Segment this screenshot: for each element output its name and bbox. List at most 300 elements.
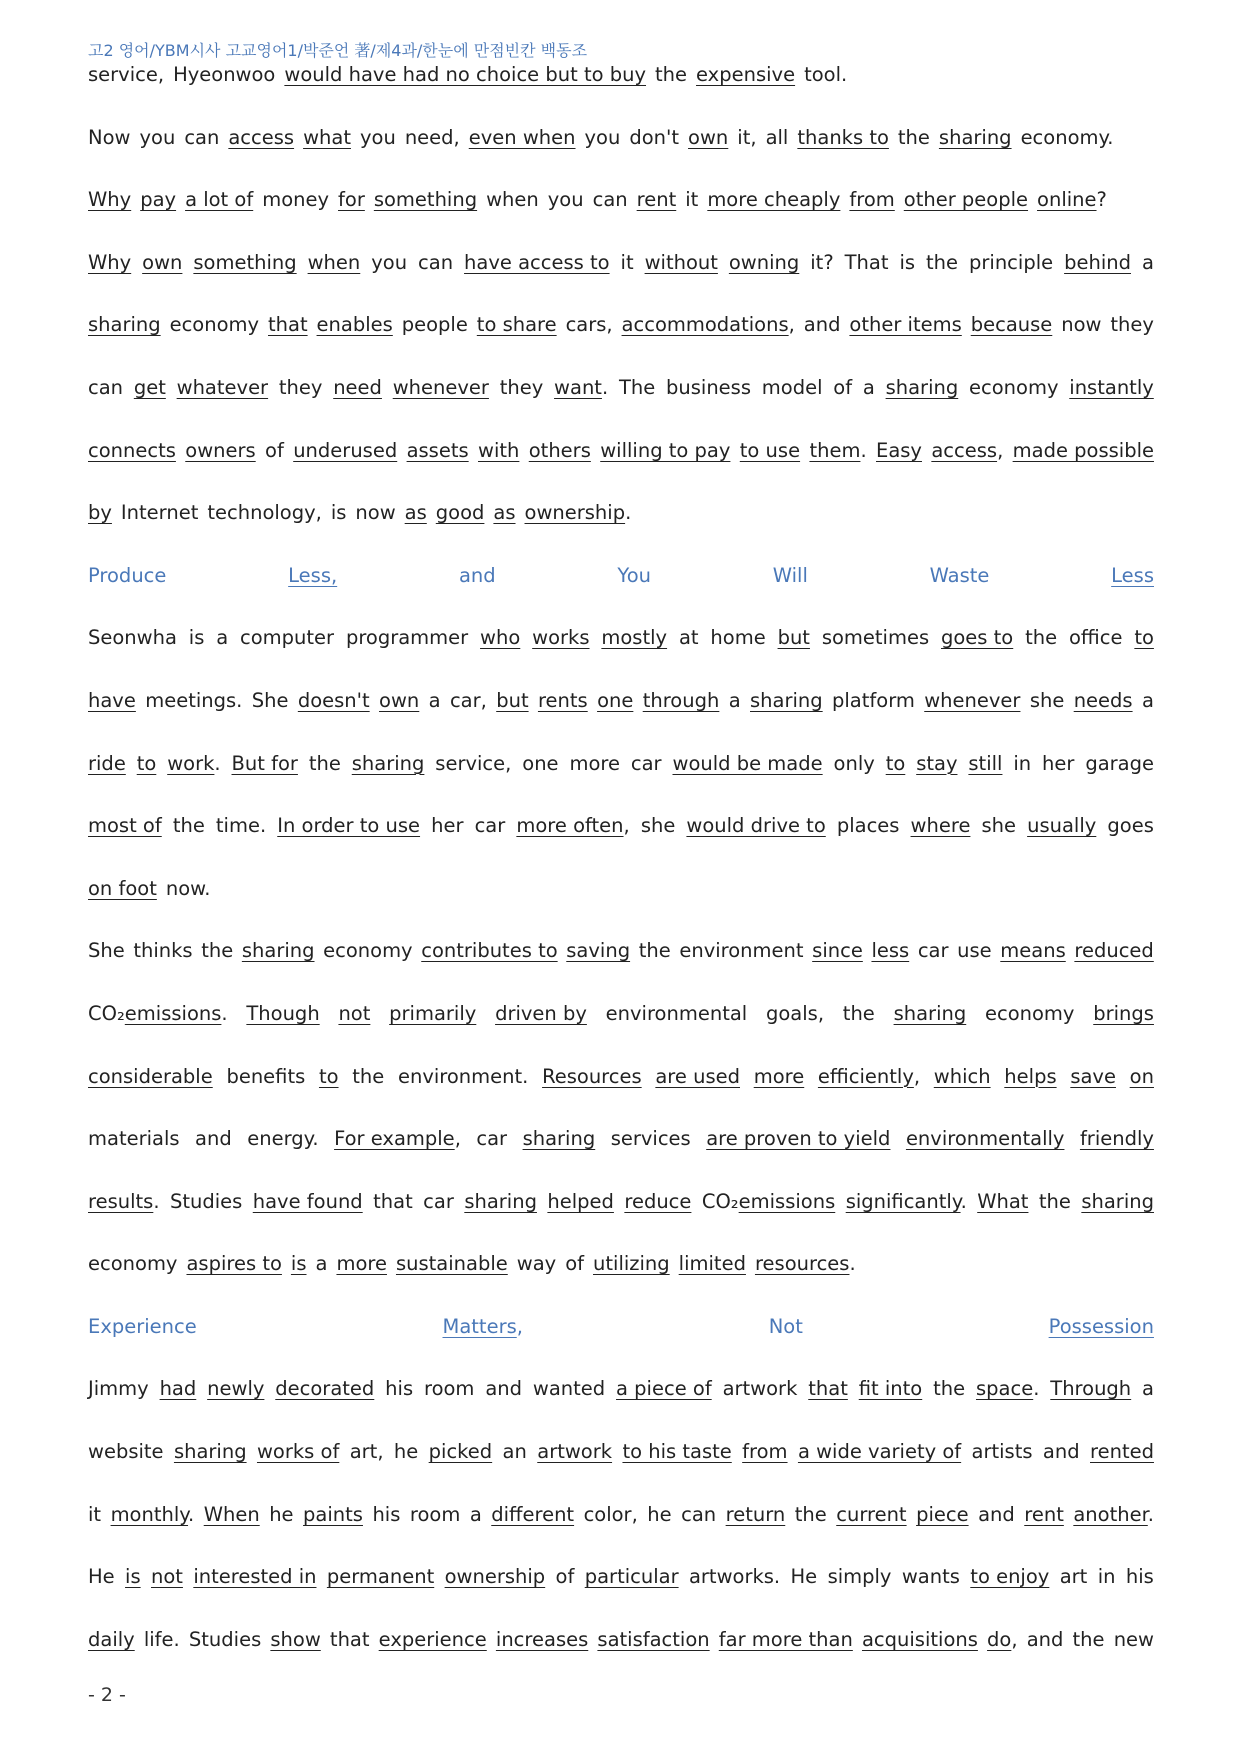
word-group: [88, 997, 228, 1031]
text-line: [88, 684, 1154, 747]
word: his: [1125, 1565, 1154, 1589]
word: sometimes: [821, 626, 930, 650]
underlined-phrase: more often: [516, 814, 624, 838]
word-group: [240, 621, 334, 655]
word-group: [1039, 1185, 1071, 1219]
word-group: [969, 246, 1053, 280]
word-group: [804, 308, 841, 342]
underlined-phrase: different: [491, 1502, 575, 1526]
word: car: [476, 1127, 508, 1151]
word-group: [360, 121, 396, 155]
word: benefits: [226, 1064, 306, 1088]
word: materials: [88, 1127, 180, 1151]
word-group: [766, 997, 824, 1031]
word-group: [593, 183, 628, 217]
word-group: [689, 1560, 780, 1594]
underlined-phrase: want: [554, 375, 602, 399]
word: .: [601, 375, 609, 399]
word: thinks: [133, 939, 193, 963]
word-group: [876, 434, 922, 468]
text-line: [88, 872, 1154, 935]
word-group: [88, 934, 125, 968]
word: goals,: [765, 1001, 825, 1025]
underlined-phrase: online: [1037, 188, 1097, 212]
word-group: [930, 559, 990, 593]
word: Now: [88, 125, 131, 149]
word: artists: [971, 1440, 1033, 1464]
section-heading: [88, 559, 1154, 622]
word-group: [252, 684, 289, 718]
text-line: [88, 934, 1154, 997]
underlined-phrase: willing to pay: [600, 438, 731, 462]
underlined-phrase: more cheaply: [707, 188, 841, 212]
word-group: [977, 1185, 1028, 1219]
word-group: [1142, 1372, 1154, 1406]
underlined-phrase: rent: [1024, 1502, 1064, 1526]
word-group: [459, 559, 496, 593]
word-group: [1134, 621, 1154, 655]
word: a: [216, 626, 229, 650]
word: .: [188, 1502, 195, 1526]
underlined-phrase: whatever: [176, 375, 269, 399]
word-group: [569, 747, 620, 781]
word-group: [1070, 1060, 1116, 1094]
word-group: [972, 1435, 1033, 1469]
word-group: [688, 121, 728, 155]
word-group: [88, 1247, 177, 1281]
word: it,: [737, 125, 757, 149]
word-group: [429, 1435, 493, 1469]
word-group: [398, 1060, 528, 1094]
word-group: [584, 1498, 638, 1532]
text-line: [88, 1560, 1154, 1623]
underlined-phrase: acquisitions: [861, 1627, 978, 1651]
word-group: [338, 183, 365, 217]
word-group: [1074, 934, 1153, 968]
word-group: [1126, 1560, 1154, 1594]
word: can: [88, 375, 124, 399]
word-group: [1073, 1623, 1105, 1657]
word-group: [88, 809, 162, 843]
word: and: [1042, 1440, 1080, 1464]
word: That: [844, 250, 889, 274]
word-group: [405, 496, 427, 530]
word: model: [761, 375, 823, 399]
word-group: [1030, 684, 1065, 718]
word: ,: [454, 1127, 461, 1151]
underlined-phrase: show: [270, 1627, 321, 1651]
text-line: [88, 1498, 1154, 1561]
word: at: [678, 626, 699, 650]
word-group: [1069, 621, 1123, 655]
underlined-phrase: by: [88, 501, 112, 525]
underlined-phrase: assets: [406, 438, 469, 462]
word-group: [496, 684, 528, 718]
word-group: [246, 997, 319, 1031]
word-group: [195, 1122, 232, 1156]
underlined-phrase: far more than: [718, 1627, 853, 1651]
underlined-phrase: to: [318, 1064, 339, 1088]
word: .: [214, 751, 221, 775]
word-group: [173, 809, 205, 843]
word-group: [529, 434, 591, 468]
word-group: [160, 1372, 197, 1406]
word: a: [469, 1502, 482, 1526]
underlined-phrase: a piece of: [616, 1377, 712, 1401]
underlined-phrase: underused: [293, 438, 398, 462]
word: one: [522, 751, 559, 775]
underlined-phrase: to: [136, 751, 157, 775]
underlined-phrase: who: [480, 626, 521, 650]
word-group: [421, 934, 557, 968]
word-group: [750, 684, 823, 718]
word-group: [450, 684, 487, 718]
word: you: [359, 125, 396, 149]
underlined-phrase: not: [338, 1001, 371, 1025]
word-group: [330, 1623, 370, 1657]
word-group: [134, 371, 166, 405]
text-line: [88, 434, 1154, 497]
word-group: [740, 434, 800, 468]
word: of: [555, 1565, 575, 1589]
word-group: [88, 1435, 164, 1469]
word-group: [445, 1560, 546, 1594]
underlined-phrase: reduced: [1074, 939, 1154, 963]
word-group: [303, 1498, 363, 1532]
word-group: [886, 371, 959, 405]
word-group: [88, 1372, 149, 1406]
word-group: [797, 121, 889, 155]
word-group: [394, 1435, 418, 1469]
word-group: [1050, 1372, 1131, 1406]
word-group: [554, 371, 608, 405]
underlined-phrase: another: [1073, 1502, 1148, 1526]
word: .: [1147, 1502, 1154, 1526]
word-group: [533, 1372, 605, 1406]
underlined-phrase: space: [975, 1377, 1034, 1401]
word: the: [1072, 1627, 1105, 1651]
word: that: [373, 1189, 413, 1213]
page-header: 고2 영어/YBM시사 고교영어1/박준언 著/제4과/한눈에 만점빈칸 백동조: [88, 41, 588, 60]
word-group: [525, 496, 632, 530]
word-group: [88, 872, 157, 906]
word-group: [987, 1623, 1018, 1657]
underlined-phrase: more: [753, 1064, 805, 1088]
word: .: [960, 1189, 967, 1213]
word-group: [681, 1498, 716, 1532]
word-group: [393, 371, 489, 405]
word-group: [170, 1185, 242, 1219]
underlined-phrase: current: [836, 1502, 907, 1526]
word-group: [1000, 934, 1065, 968]
underlined-phrase: whenever: [392, 375, 489, 399]
underlined-phrase: are used: [655, 1064, 740, 1088]
word-group: [316, 1247, 328, 1281]
word-group: [729, 684, 741, 718]
underlined-phrase: fit into: [858, 1377, 923, 1401]
underlined-phrase: results: [88, 1189, 154, 1213]
underlined-phrase: something: [193, 250, 297, 274]
word-group: [532, 621, 589, 655]
word: when: [486, 188, 539, 212]
word: car: [917, 939, 949, 963]
word: cars,: [565, 313, 613, 337]
underlined-phrase: rents: [537, 688, 588, 712]
word-group: [1043, 1435, 1080, 1469]
word-group: [495, 997, 587, 1031]
underlined-phrase: permanent: [326, 1565, 435, 1589]
word-group: [707, 183, 840, 217]
underlined-phrase: sustainable: [395, 1252, 508, 1276]
word-group: [402, 308, 468, 342]
word-group: [88, 308, 161, 342]
word: Produce: [88, 563, 167, 587]
underlined-phrase: helped: [547, 1189, 614, 1213]
underlined-phrase: what: [303, 125, 351, 149]
word: the: [1038, 1189, 1071, 1213]
underlined-phrase: to share: [476, 313, 557, 337]
word-group: [673, 747, 823, 781]
text-line: [88, 1623, 1154, 1686]
word: Jimmy: [88, 1377, 149, 1401]
underlined-phrase: ownership: [444, 1565, 546, 1589]
word-group: [538, 684, 588, 718]
word-group: [685, 183, 698, 217]
underlined-phrase: aspires to: [186, 1252, 282, 1276]
word: economy: [88, 1252, 178, 1276]
word: CO₂: [701, 1189, 739, 1213]
word-group: [333, 371, 382, 405]
word-group: [298, 684, 370, 718]
word: CO₂: [88, 1001, 125, 1025]
underlined-phrase: own: [379, 688, 420, 712]
word-group: [389, 997, 476, 1031]
word-group: [643, 684, 720, 718]
word: artworks.: [688, 1565, 781, 1589]
word: a: [428, 688, 441, 712]
word: need,: [404, 125, 460, 149]
word-group: [293, 434, 397, 468]
word-group: [617, 559, 651, 593]
underlined-phrase: pay: [140, 188, 177, 212]
word-group: [655, 1060, 740, 1094]
underlined-phrase: monthly: [110, 1502, 189, 1526]
underlined-phrase: sharing: [173, 1440, 247, 1464]
word-group: [702, 1185, 835, 1219]
word-group: [189, 621, 205, 655]
word-group: [863, 371, 875, 405]
word: services: [610, 1127, 691, 1151]
underlined-phrase: thanks to: [797, 125, 889, 149]
text-line: [88, 246, 1154, 309]
word-group: [871, 934, 909, 968]
word: you: [139, 125, 176, 149]
word-group: [706, 1122, 890, 1156]
word-group: [516, 809, 629, 843]
section-heading: [88, 1310, 1154, 1373]
word-group: [565, 1247, 584, 1281]
underlined-phrase: needs: [1073, 688, 1133, 712]
word-group: [1110, 308, 1154, 342]
word-group: [140, 183, 176, 217]
underlined-phrase: resources: [754, 1252, 850, 1276]
underlined-phrase: newly: [207, 1377, 265, 1401]
underlined-phrase: Less,: [288, 563, 338, 587]
word-group: [355, 496, 395, 530]
word-group: [916, 747, 957, 781]
underlined-phrase: to: [1134, 626, 1154, 650]
word-group: [228, 121, 294, 155]
underlined-phrase: contributes to: [421, 939, 558, 963]
word-group: [186, 1247, 281, 1281]
underlined-phrase: piece: [916, 1502, 969, 1526]
word-group: [88, 246, 131, 280]
underlined-phrase: do: [987, 1627, 1012, 1651]
word-group: [121, 496, 198, 530]
underlined-phrase: without: [644, 250, 718, 274]
word-group: [185, 434, 255, 468]
underlined-phrase: daily: [88, 1627, 135, 1651]
word: and: [978, 1502, 1015, 1526]
word: she: [640, 814, 676, 838]
underlined-phrase: Resources: [542, 1064, 642, 1088]
underlined-phrase: goes to: [940, 626, 1014, 650]
word-group: [833, 371, 852, 405]
word-group: [547, 1185, 614, 1219]
underlined-phrase: limited: [678, 1252, 746, 1276]
word-group: [601, 621, 667, 655]
word-group: [886, 747, 906, 781]
word-group: [1060, 1560, 1088, 1594]
word: Will: [772, 563, 808, 587]
underlined-phrase: sharing: [522, 1127, 596, 1151]
underlined-phrase: expensive: [696, 63, 796, 86]
word: in: [1013, 751, 1032, 775]
word-group: [600, 434, 730, 468]
word-group: [849, 308, 961, 342]
underlined-phrase: save: [1070, 1064, 1116, 1088]
text-line: [88, 1185, 1154, 1248]
word-group: [177, 371, 268, 405]
word-group: [371, 246, 407, 280]
word: economy: [169, 313, 260, 337]
word: home: [710, 626, 766, 650]
word-group: [166, 872, 211, 906]
word-group: [836, 1498, 906, 1532]
word-group: [710, 621, 765, 655]
word: a: [1142, 1377, 1154, 1401]
underlined-phrase: access: [228, 125, 295, 149]
text-line: [88, 1122, 1154, 1185]
underlined-phrase: when: [307, 250, 361, 274]
word: garage: [1085, 751, 1154, 775]
underlined-phrase: since: [812, 939, 863, 963]
word: room: [423, 1377, 475, 1401]
word-group: [88, 1498, 101, 1532]
underlined-phrase: sharing: [885, 375, 959, 399]
word-group: [144, 1623, 180, 1657]
word-group: [288, 559, 337, 593]
word-group: [647, 1498, 671, 1532]
word-group: [906, 1122, 1065, 1156]
word: ,: [623, 814, 630, 838]
word-group: [88, 684, 136, 718]
word-group: [611, 1122, 691, 1156]
word: her: [1042, 751, 1075, 775]
underlined-phrase: is: [125, 1565, 141, 1589]
word-group: [145, 684, 242, 718]
word: only: [833, 751, 875, 775]
word-group: [139, 121, 175, 155]
text-line: [88, 496, 1154, 559]
word-group: [226, 1060, 305, 1094]
word: environment: [679, 939, 804, 963]
word: a: [315, 1252, 328, 1276]
word-group: [969, 371, 1058, 405]
word: Not: [768, 1314, 803, 1338]
word-group: [193, 246, 296, 280]
text-line: [88, 997, 1154, 1060]
word-group: [798, 1435, 961, 1469]
word-group: [641, 809, 676, 843]
word-group: [485, 1372, 522, 1406]
underlined-phrase: experience: [378, 1627, 487, 1651]
word: the: [926, 250, 959, 274]
underlined-phrase: a wide variety of: [797, 1440, 962, 1464]
word: the: [172, 814, 205, 838]
underlined-phrase: environmentally: [905, 1127, 1065, 1151]
word-group: [1024, 1498, 1064, 1532]
underlined-phrase: emissions: [738, 1189, 836, 1213]
underlined-phrase: considerable: [88, 1064, 213, 1088]
word: they: [1110, 313, 1154, 337]
underlined-phrase: on foot: [88, 876, 157, 900]
underlined-phrase: reduce: [624, 1189, 692, 1213]
word-group: [151, 1560, 183, 1594]
word-group: [812, 934, 863, 968]
word: simply: [827, 1565, 892, 1589]
underlined-phrase: owning: [728, 250, 800, 274]
underlined-phrase: paints: [303, 1502, 363, 1526]
word: energy.: [247, 1127, 319, 1151]
word: ,: [997, 438, 1004, 462]
underlined-phrase: less: [871, 939, 910, 963]
underlined-phrase: need: [333, 375, 382, 399]
word: You: [617, 563, 651, 587]
underlined-phrase: other people: [903, 188, 1029, 212]
underlined-phrase: particular: [584, 1565, 679, 1589]
word: you: [547, 188, 584, 212]
word-group: [319, 1060, 339, 1094]
underlined-phrase: For example: [334, 1127, 455, 1151]
word-group: [679, 1247, 746, 1281]
word-group: [898, 121, 930, 155]
word-group: [810, 246, 833, 280]
word-group: [978, 1498, 1015, 1532]
word: .: [849, 1252, 856, 1276]
word: art,: [349, 1440, 384, 1464]
word: he: [393, 1440, 419, 1464]
word-group: [933, 1372, 965, 1406]
underlined-phrase: because: [970, 313, 1053, 337]
word: He: [88, 1565, 115, 1589]
word: that: [329, 1627, 370, 1651]
underlined-phrase: doesn't: [297, 688, 370, 712]
word-group: [593, 1247, 670, 1281]
underlined-phrase: Possession: [1048, 1314, 1154, 1338]
word-group: [478, 434, 519, 468]
word-group: [464, 1185, 537, 1219]
